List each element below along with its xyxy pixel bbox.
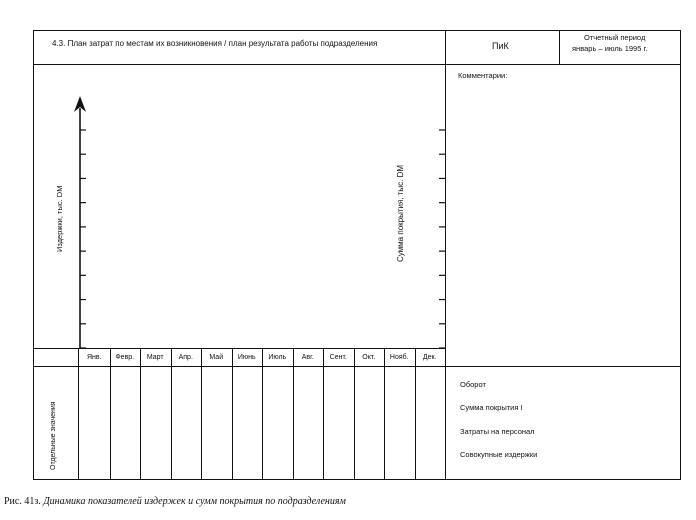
month-label: Дек. bbox=[422, 354, 437, 361]
form-title: 4.3. План затрат по местам их возникновения / план результата работы подразделения bbox=[52, 39, 378, 48]
individual-values-label: Отдельные значения bbox=[50, 401, 57, 470]
period-value: январь – июль 1995 г. bbox=[572, 44, 648, 53]
legend-personnel-costs: Затраты на персонал bbox=[460, 427, 535, 436]
caption-text: Динамика показателей издержек и сумм покрытия по подразделениям bbox=[43, 496, 346, 507]
comments-label: Комментарии: bbox=[458, 71, 508, 80]
month-label: Сент. bbox=[329, 354, 347, 361]
right-ticks bbox=[439, 130, 445, 348]
caption-prefix: Рис. 41з. bbox=[4, 496, 41, 507]
month-label: Нояб. bbox=[389, 354, 409, 361]
legend-contribution-margin: Сумма покрытия I bbox=[460, 403, 523, 412]
legend-total-costs: Совокупные издержки bbox=[460, 450, 538, 459]
month-label: Янв. bbox=[86, 354, 102, 361]
month-label: Апр. bbox=[178, 354, 193, 361]
y-axis-label-right: Сумма покрытия, тыс. DM bbox=[396, 164, 405, 262]
division-code: ПиК bbox=[492, 41, 509, 51]
y-axis-label-left: Издержки, тыс. DM bbox=[55, 185, 64, 252]
figure-caption bbox=[4, 496, 346, 507]
month-label: Май bbox=[209, 354, 224, 361]
left-ticks bbox=[80, 130, 86, 348]
month-label: Окт. bbox=[362, 354, 376, 361]
legend-turnover: Оборот bbox=[460, 380, 486, 389]
month-label: Авг. bbox=[301, 354, 314, 361]
month-label: Февр. bbox=[115, 354, 135, 361]
month-label: Июль bbox=[268, 354, 287, 361]
month-label: Июнь bbox=[237, 354, 256, 361]
period-label: Отчетный период bbox=[584, 33, 646, 42]
month-label: Март bbox=[146, 354, 164, 361]
